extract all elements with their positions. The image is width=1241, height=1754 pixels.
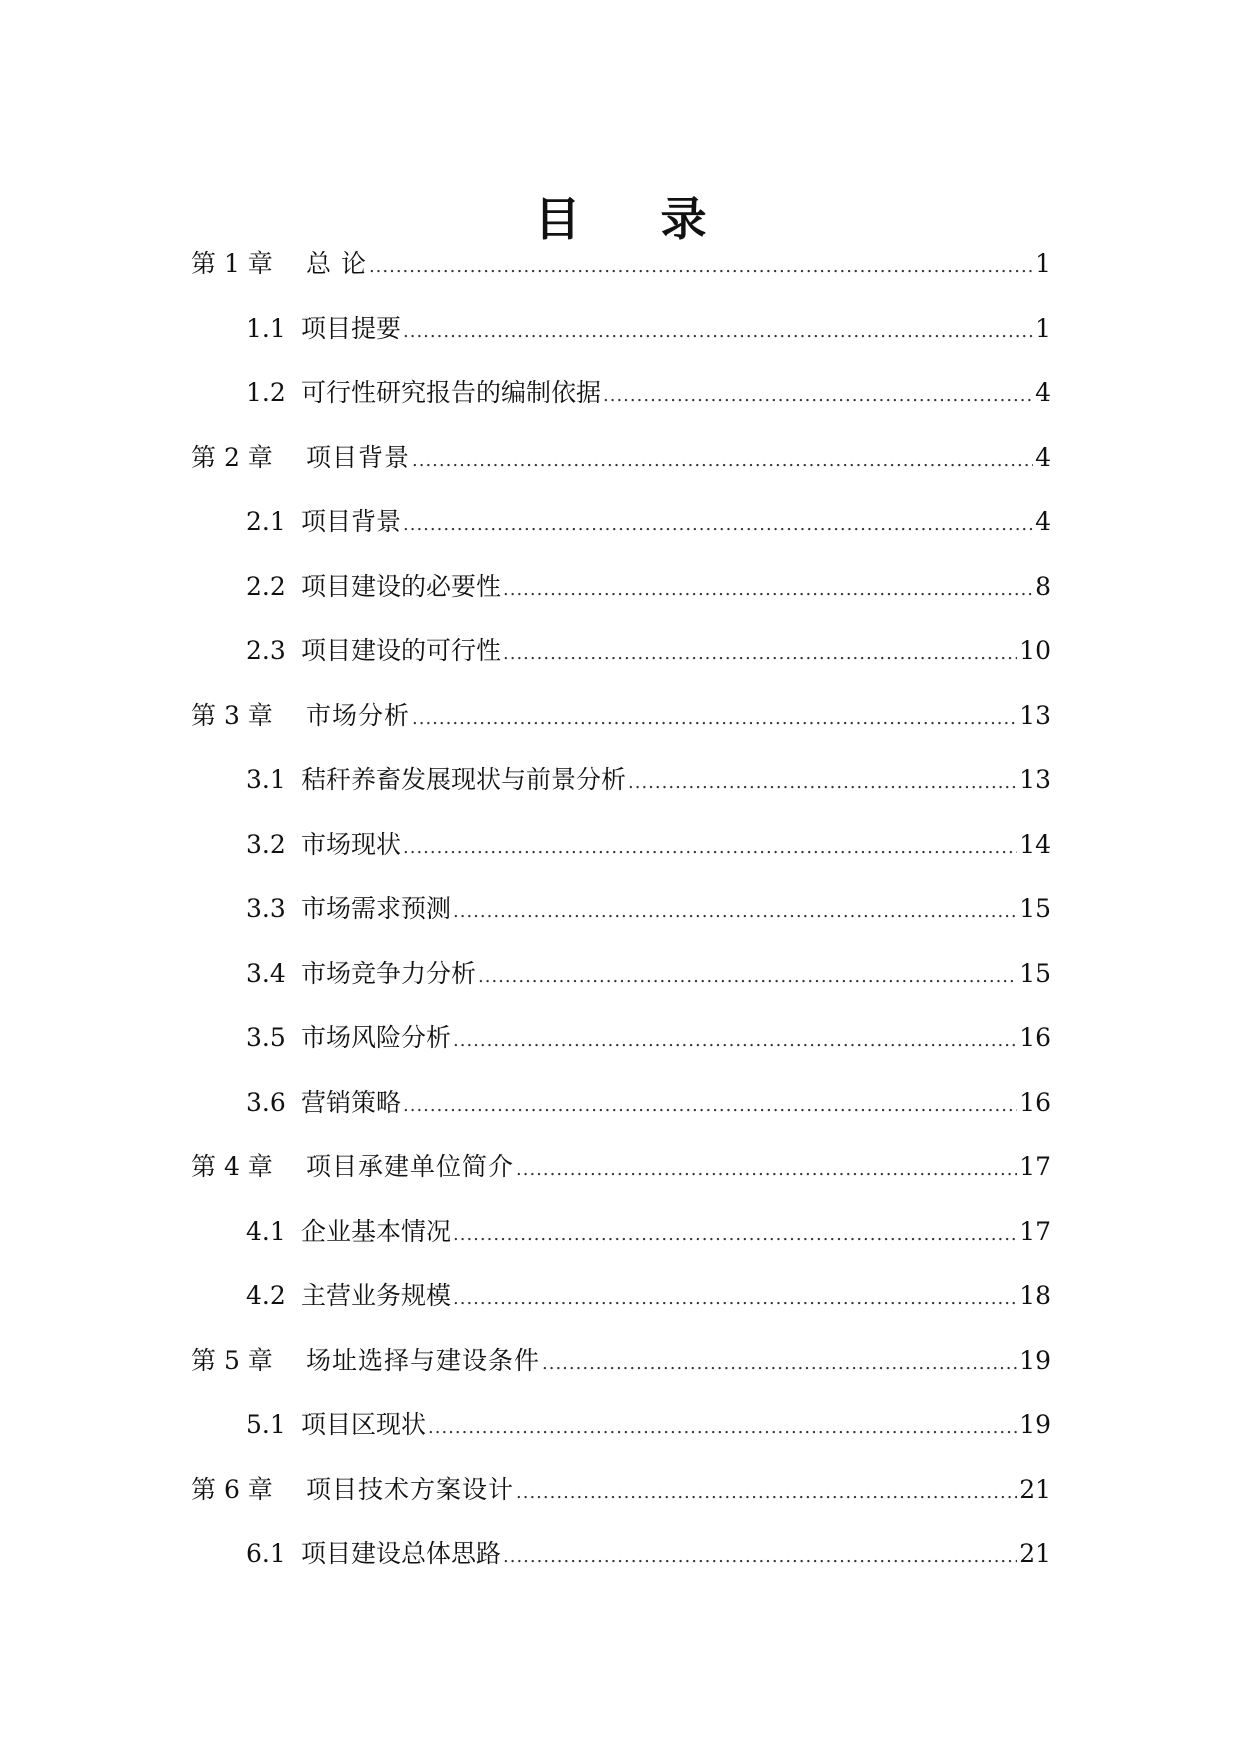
dot-leader <box>403 816 1017 881</box>
table-of-contents <box>191 232 1051 1587</box>
toc-entry-title: 市场竞争力分析 <box>301 958 477 988</box>
dot-leader <box>428 1396 1017 1461</box>
toc-section-entry[interactable] <box>191 1071 1051 1136</box>
toc-entry-number: 3.6 <box>246 1087 286 1117</box>
dot-leader <box>542 1332 1017 1397</box>
dot-leader <box>503 622 1017 687</box>
toc-entry-title: 场址选择与建设条件 <box>306 1345 541 1375</box>
toc-section-entry[interactable] <box>191 813 1051 878</box>
toc-section-entry[interactable] <box>191 361 1051 426</box>
dot-leader <box>369 235 1033 300</box>
toc-entry-title: 秸秆养畜发展现状与前景分析 <box>301 765 627 794</box>
toc-section-entry[interactable] <box>191 877 1051 942</box>
toc-section-entry[interactable] <box>191 942 1051 1007</box>
toc-entry-title: 可行性研究报告的编制依据 <box>301 378 602 407</box>
toc-section-entry[interactable] <box>191 1393 1051 1458</box>
toc-section-entry[interactable] <box>191 297 1051 362</box>
toc-entry-number: 1.2 <box>246 378 286 407</box>
toc-entry-title: 市场现状 <box>301 829 402 859</box>
toc-entry-number: 2.1 <box>246 507 286 536</box>
toc-section-entry[interactable] <box>191 619 1051 684</box>
toc-entry-title: 项目提要 <box>301 313 402 343</box>
toc-entry-page-number: 17 <box>1019 1152 1051 1181</box>
toc-entry-number: 1.1 <box>246 313 286 343</box>
toc-entry-number: 第 3 章 <box>191 700 273 730</box>
toc-entry-title: 项目建设的可行性 <box>301 636 502 665</box>
toc-entry-page-number: 19 <box>1019 1410 1051 1439</box>
dot-leader <box>503 1525 1017 1590</box>
dot-leader <box>628 751 1017 816</box>
toc-entry-page-number: 1 <box>1035 249 1051 278</box>
toc-entry-page-number: 10 <box>1019 636 1051 665</box>
toc-chapter-entry[interactable] <box>191 232 1051 297</box>
toc-section-entry[interactable] <box>191 555 1051 620</box>
toc-entry-title: 主营业务规模 <box>301 1281 452 1310</box>
toc-entry-page-number: 17 <box>1019 1216 1051 1246</box>
toc-section-entry[interactable] <box>191 490 1051 555</box>
dot-leader <box>453 1009 1017 1074</box>
toc-entry-page-number: 15 <box>1019 894 1051 923</box>
toc-entry-number: 5.1 <box>246 1410 286 1439</box>
dot-leader <box>453 1267 1017 1332</box>
toc-entry-title: 总 论 <box>306 249 367 278</box>
dot-leader <box>478 945 1017 1010</box>
toc-entry-page-number: 8 <box>1035 571 1051 601</box>
toc-entry-page-number: 13 <box>1019 765 1051 794</box>
dot-leader <box>403 1074 1017 1139</box>
toc-entry-title: 项目背景 <box>301 507 402 536</box>
toc-entry-title: 项目承建单位简介 <box>306 1152 515 1181</box>
toc-chapter-entry[interactable] <box>191 684 1051 749</box>
toc-entry-title: 项目区现状 <box>301 1410 427 1439</box>
toc-entry-page-number: 19 <box>1019 1345 1051 1375</box>
toc-entry-page-number: 4 <box>1035 442 1051 472</box>
page-title: 目 录 <box>534 191 739 246</box>
toc-section-entry[interactable] <box>191 1522 1051 1587</box>
toc-entry-page-number: 1 <box>1035 313 1051 343</box>
toc-entry-number: 3.3 <box>246 894 286 923</box>
dot-leader <box>412 687 1017 752</box>
toc-entry-title: 项目技术方案设计 <box>306 1474 515 1504</box>
toc-entry-number: 4.1 <box>246 1216 286 1246</box>
toc-section-entry[interactable] <box>191 1200 1051 1265</box>
toc-entry-number: 第 6 章 <box>191 1474 273 1504</box>
toc-entry-title: 市场风险分析 <box>301 1023 452 1052</box>
toc-entry-page-number: 14 <box>1019 829 1051 859</box>
toc-entry-number: 第 1 章 <box>191 249 273 278</box>
toc-entry-number: 2.2 <box>246 571 286 601</box>
toc-entry-title: 市场分析 <box>306 700 411 730</box>
toc-entry-number: 3.2 <box>246 829 286 859</box>
toc-entry-title: 企业基本情况 <box>301 1216 452 1246</box>
toc-entry-number: 3.1 <box>246 765 286 794</box>
toc-chapter-entry[interactable] <box>191 1329 1051 1394</box>
toc-entry-number: 2.3 <box>246 636 286 665</box>
toc-entry-page-number: 4 <box>1035 507 1051 536</box>
toc-chapter-entry[interactable] <box>191 1458 1051 1523</box>
toc-entry-title: 营销策略 <box>301 1087 402 1117</box>
toc-entry-number: 第 5 章 <box>191 1345 273 1375</box>
dot-leader <box>516 1461 1017 1526</box>
toc-entry-page-number: 15 <box>1019 958 1051 988</box>
toc-entry-title: 市场需求预测 <box>301 894 452 923</box>
dot-leader <box>403 493 1033 558</box>
dot-leader <box>516 1138 1017 1203</box>
toc-chapter-entry[interactable] <box>191 1135 1051 1200</box>
toc-entry-number: 6.1 <box>246 1539 286 1568</box>
toc-chapter-entry[interactable] <box>191 426 1051 491</box>
toc-entry-number: 4.2 <box>246 1281 286 1310</box>
toc-entry-title: 项目背景 <box>306 442 411 472</box>
toc-entry-title: 项目建设总体思路 <box>301 1539 502 1568</box>
toc-entry-page-number: 16 <box>1019 1087 1051 1117</box>
toc-entry-number: 第 4 章 <box>191 1152 273 1181</box>
toc-entry-page-number: 18 <box>1019 1281 1051 1310</box>
dot-leader <box>403 300 1033 365</box>
dot-leader <box>503 558 1033 623</box>
toc-entry-page-number: 4 <box>1035 378 1051 407</box>
toc-entry-page-number: 21 <box>1019 1539 1051 1568</box>
toc-entry-number: 第 2 章 <box>191 442 273 472</box>
toc-section-entry[interactable] <box>191 1006 1051 1071</box>
dot-leader <box>453 1203 1017 1268</box>
toc-section-entry[interactable] <box>191 748 1051 813</box>
dot-leader <box>603 364 1033 429</box>
toc-entry-page-number: 13 <box>1019 700 1051 730</box>
dot-leader <box>412 429 1033 494</box>
toc-section-entry[interactable] <box>191 1264 1051 1329</box>
toc-entry-page-number: 16 <box>1019 1023 1051 1052</box>
toc-entry-page-number: 21 <box>1019 1474 1051 1504</box>
dot-leader <box>453 880 1017 945</box>
toc-entry-number: 3.4 <box>246 958 286 988</box>
toc-entry-number: 3.5 <box>246 1023 286 1052</box>
toc-entry-title: 项目建设的必要性 <box>301 571 502 601</box>
